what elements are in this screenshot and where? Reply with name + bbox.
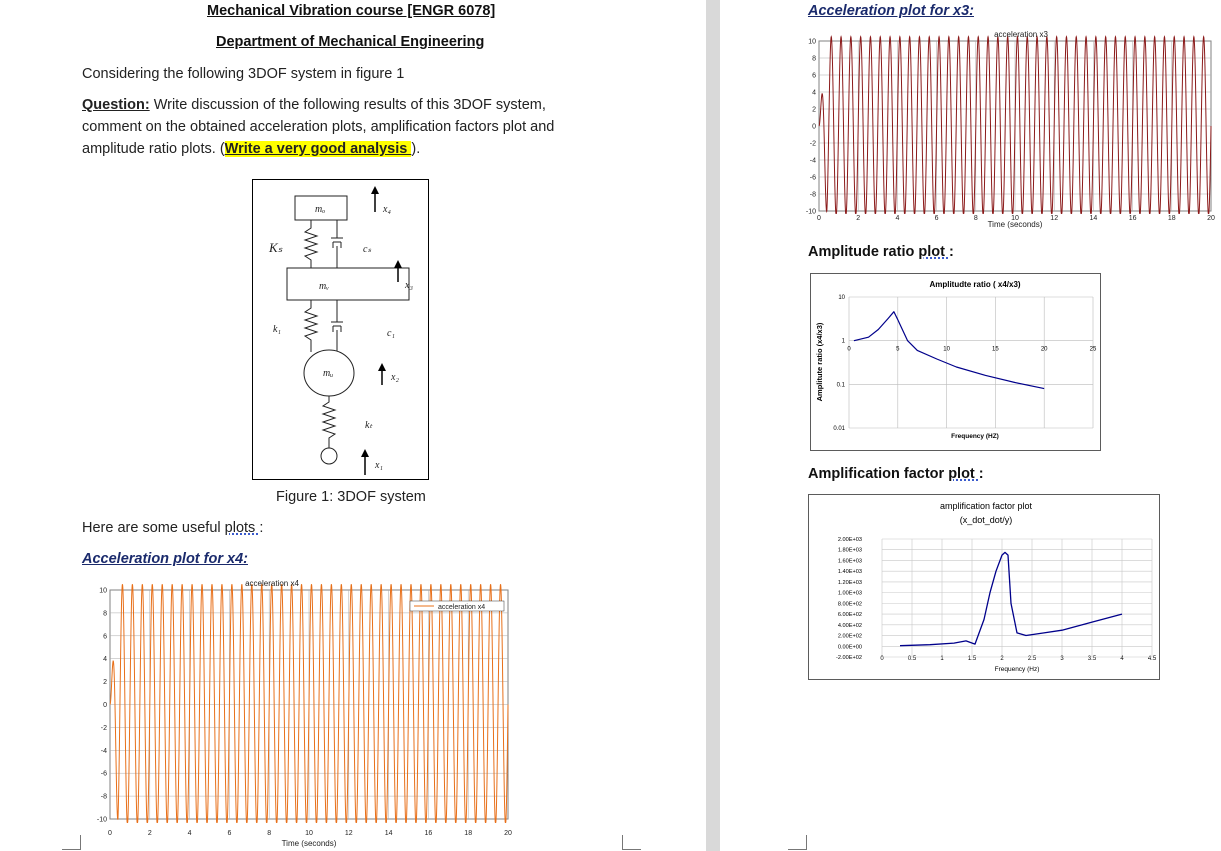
y-tick-label: -4 <box>100 747 107 755</box>
chart-subtitle: (x_dot_dot/y) <box>959 515 1013 525</box>
label-x3: x₃ <box>405 280 413 291</box>
page-corner-mark <box>62 835 81 850</box>
x-tick-label: 8 <box>973 215 978 222</box>
x-tick-label: 4.5 <box>1147 656 1157 662</box>
y-tick-label: -2 <box>100 724 107 732</box>
amp-factor-heading-text: Amplification factor <box>808 466 949 482</box>
y-tick-label: 6.00E+02 <box>837 612 862 619</box>
right-page <box>720 0 1221 851</box>
y-tick-label: 0.01 <box>833 426 845 432</box>
x-tick-label: 20 <box>1040 346 1048 353</box>
y-tick-label: 0 <box>812 123 816 131</box>
x-tick-label: 12 <box>1050 215 1059 222</box>
x-tick-label: 14 <box>1089 215 1098 222</box>
spring-k1 <box>305 300 317 352</box>
x-tick-label: 16 <box>424 830 433 837</box>
y-tick-label: 0.1 <box>836 382 845 389</box>
spring-ks <box>305 220 317 268</box>
x-tick-label: 0 <box>847 346 851 353</box>
amplification-factor-chart <box>808 494 1160 680</box>
y-tick-label: 1.00E+03 <box>837 590 862 597</box>
y-tick-label: 0.00E+00 <box>837 644 862 651</box>
y-tick-label: -10 <box>805 208 816 216</box>
label-x1: x₁ <box>375 460 383 471</box>
course-title: Mechanical Vibration course [ENGR 6078] <box>207 3 496 19</box>
y-tick-label: 1.20E+03 <box>837 579 862 586</box>
x-tick-label: 20 <box>504 830 512 837</box>
question-line-1 <box>82 97 546 113</box>
amp-factor-heading-colon: : <box>978 466 984 482</box>
y-tick-label: -2.00E+02 <box>836 655 862 661</box>
x-tick-label: 10 <box>943 346 950 353</box>
y-tick-label: 8 <box>103 610 107 618</box>
x-axis-label: Frequency (Hz) <box>994 666 1040 673</box>
page-corner-mark <box>788 835 807 850</box>
label-x4: x₄ <box>383 204 391 215</box>
y-axis-label: Amplitute ratio (x4/x3) <box>815 322 824 402</box>
y-tick-label: 10 <box>808 38 816 46</box>
x-axis-label: Time (seconds) <box>987 220 1043 229</box>
y-tick-label: 10 <box>99 587 107 595</box>
question-text-1: Write discussion of the following results of this 3DOF system, <box>149 97 546 113</box>
y-tick-label: -8 <box>809 191 816 199</box>
label-mass-top: mₒ <box>315 204 326 215</box>
damper-c1 <box>331 300 343 352</box>
question-text-3: amplitude ratio plots. ( <box>82 141 225 157</box>
y-tick-label: 4 <box>812 89 816 97</box>
useful-word: plots <box>224 520 260 536</box>
y-tick-label: 1.80E+03 <box>837 547 862 554</box>
ground-circle <box>321 448 337 464</box>
label-spring-t: kₜ <box>365 420 373 431</box>
x-axis-label: Frequency (HZ) <box>951 433 999 440</box>
x-tick-label: 5 <box>896 346 900 353</box>
x-tick-label: 16 <box>1128 215 1137 222</box>
chart-frame <box>811 274 1101 451</box>
x-tick-label: 0.5 <box>907 656 917 662</box>
department-title: Department of Mechanical Engineering <box>216 34 485 50</box>
label-damper-1: c₁ <box>387 328 395 339</box>
amp-ratio-heading-text: Amplitude ratio <box>808 244 919 260</box>
useful-prefix: Here are some useful <box>82 520 225 536</box>
amplitude-ratio-chart <box>810 273 1101 451</box>
figure-caption: Figure 1: 3DOF system <box>276 489 426 505</box>
y-tick-label: 2 <box>812 106 816 114</box>
label-spring-s: Kₛ <box>269 240 283 255</box>
y-tick-label: 2 <box>103 679 107 687</box>
x-tick-label: 10 <box>305 830 313 837</box>
amp-factor-heading <box>808 466 984 482</box>
label-spring-1: k₁ <box>273 324 281 335</box>
accel-x4-heading: Acceleration plot for x4: <box>82 551 248 567</box>
chart-title: acceleration x4 <box>245 579 299 588</box>
acceleration-x3-chart <box>802 26 1217 232</box>
question-line-2: comment on the obtained acceleration plots, amplification factors plot and <box>82 119 555 135</box>
figure-3dof-frame <box>252 179 429 480</box>
accel-x3-heading: Acceleration plot for x3: <box>808 3 974 19</box>
x-tick-label: 6 <box>227 830 232 837</box>
y-tick-label: 4.00E+02 <box>837 622 862 629</box>
page-corner-mark <box>622 835 641 850</box>
y-tick-label: -4 <box>809 157 816 165</box>
x-tick-label: 2.5 <box>1027 656 1037 662</box>
acceleration-x4-chart <box>80 574 520 851</box>
x-tick-label: 15 <box>992 346 999 353</box>
x-tick-label: 10 <box>1011 215 1019 222</box>
chart-title: Amplitudte ratio ( x4/x3) <box>929 280 1021 289</box>
amp-ratio-heading <box>808 244 954 260</box>
y-tick-label: 6 <box>103 633 107 641</box>
highlight-text-a: Write a very good <box>224 141 351 157</box>
y-tick-label: 8 <box>812 55 816 63</box>
y-tick-label: -10 <box>96 816 107 824</box>
legend-label: acceleration x4 <box>438 604 486 611</box>
x-tick-label: 0 <box>108 830 112 837</box>
y-tick-label: 2.00E+03 <box>837 537 862 543</box>
x-tick-label: 2 <box>856 215 861 222</box>
x-tick-label: 4 <box>895 215 900 222</box>
y-tick-label: 6 <box>812 72 816 80</box>
question-label: Question: <box>82 97 150 113</box>
x-tick-label: 8 <box>267 830 272 837</box>
amp-factor-heading-plot: plot <box>948 466 979 482</box>
label-mass-bot: mᵤ <box>323 368 334 379</box>
x-tick-label: 4 <box>187 830 192 837</box>
y-tick-label: 4 <box>103 656 107 664</box>
figure-3dof-diagram <box>253 180 428 479</box>
label-x2: x₂ <box>391 372 399 383</box>
x-tick-label: 1.5 <box>967 656 977 662</box>
x-tick-label: 14 <box>384 830 393 837</box>
x-tick-label: 20 <box>1207 215 1215 222</box>
y-tick-label: 8.00E+02 <box>837 601 862 608</box>
spring-kt <box>323 396 335 448</box>
y-tick-label: 2.00E+02 <box>837 633 862 640</box>
intro-text: Considering the following 3DOF system in figure 1 <box>82 66 405 82</box>
y-tick-label: -6 <box>809 174 816 182</box>
amp-ratio-heading-plot: plot <box>918 244 949 260</box>
amp-ratio-heading-colon: : <box>948 244 954 260</box>
damper-cs <box>331 220 343 268</box>
question-line-3 <box>82 141 420 157</box>
x-tick-label: 1 <box>940 656 944 662</box>
x-tick-label: 6 <box>934 215 939 222</box>
x-tick-label: 18 <box>464 830 473 837</box>
x-tick-label: 4 <box>1120 656 1124 662</box>
question-end: ). <box>411 141 421 157</box>
y-tick-label: 1 <box>841 338 845 345</box>
x-tick-label: 25 <box>1089 346 1097 353</box>
highlight-text-b: analysis <box>350 141 412 157</box>
chart-title: amplification factor plot <box>939 501 1033 511</box>
x-tick-label: 2 <box>147 830 152 837</box>
x-tick-label: 0 <box>880 656 884 662</box>
chart-title: acceleration x3 <box>994 30 1048 39</box>
x-tick-label: 2 <box>1000 656 1004 662</box>
x-tick-label: 3.5 <box>1087 656 1097 662</box>
y-tick-label: 1.40E+03 <box>837 569 862 576</box>
y-tick-label: -8 <box>100 793 107 801</box>
y-tick-label: 0 <box>103 702 107 709</box>
x-tick-label: 3 <box>1060 656 1064 662</box>
x-tick-label: 0 <box>817 215 821 222</box>
y-tick-label: 10 <box>838 295 845 301</box>
y-tick-label: -2 <box>809 140 816 148</box>
useful-suffix: : <box>259 520 264 536</box>
x-axis-label: Time (seconds) <box>281 839 337 848</box>
x-tick-label: 18 <box>1167 215 1176 222</box>
useful-plots-line <box>82 520 263 536</box>
mass-mid-box <box>287 268 409 300</box>
label-damper-s: cₛ <box>363 244 372 255</box>
y-tick-label: 1.60E+03 <box>837 558 862 565</box>
y-tick-label: -6 <box>100 770 107 778</box>
x-tick-label: 12 <box>344 830 353 837</box>
label-mass-mid: mᵥ <box>319 281 330 292</box>
